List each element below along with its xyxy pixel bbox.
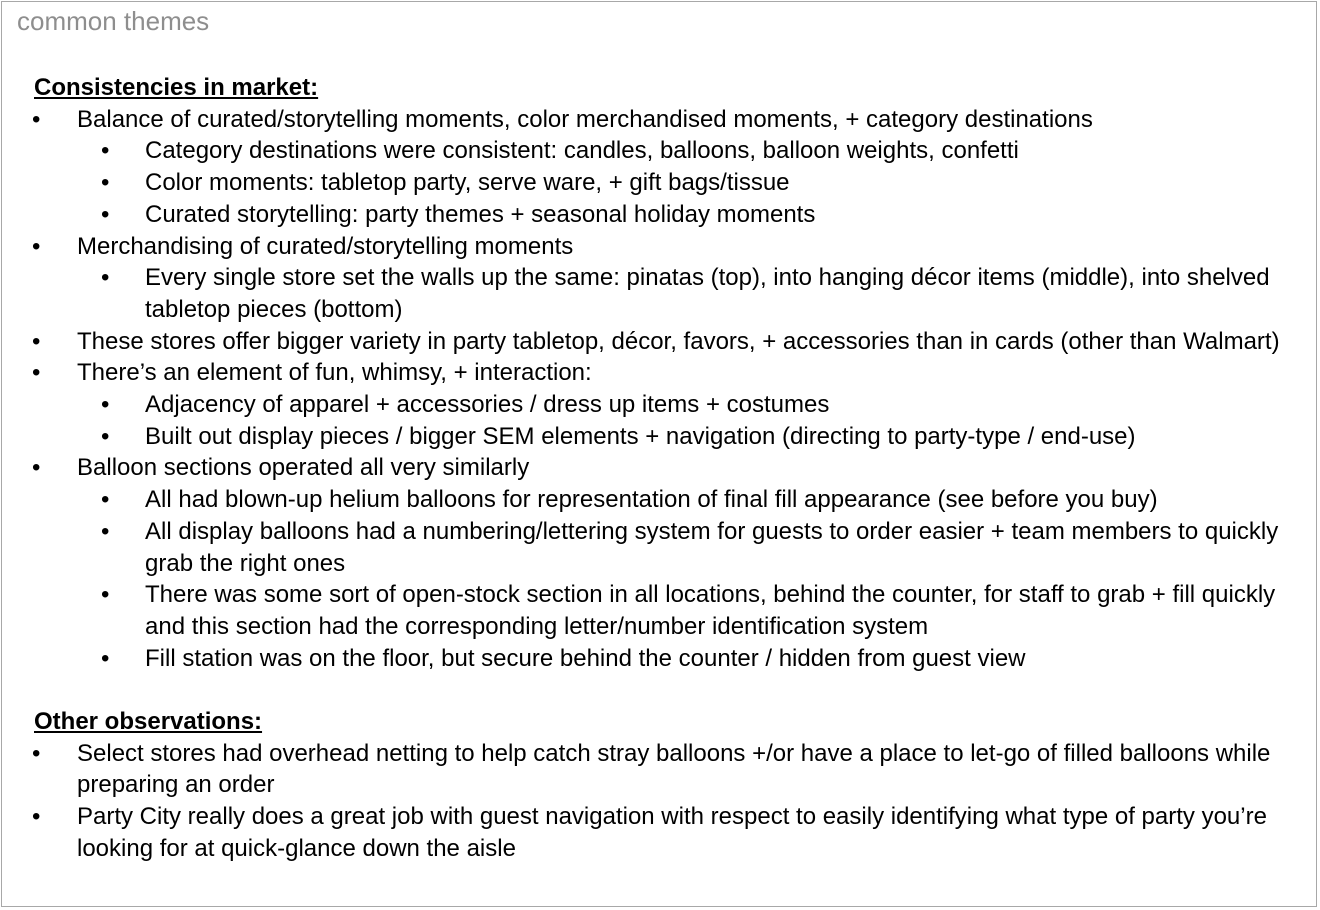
bullet-text: There was some sort of open-stock section in all locations, behind the counter, for staff to grab + fill quickly and this section had the corresponding letter/number identification system <box>145 581 1276 640</box>
bullet-icon: • <box>101 422 110 450</box>
bullet-text: Category destinations were consistent: candles, balloons, balloon weights, confetti <box>145 137 1019 165</box>
bullet-item <box>2 326 1317 358</box>
sub-bullet-item <box>2 199 1317 231</box>
bullet-icon: • <box>101 391 110 419</box>
bullet-text: There’s an element of fun, whimsy, + interaction: <box>77 359 592 387</box>
section-heading: Other observations: <box>34 708 263 736</box>
document-frame <box>1 1 1317 907</box>
bullet-item <box>2 801 1317 864</box>
sub-bullet-item <box>2 516 1317 579</box>
bullet-text: All had blown-up helium balloons for representation of final fill appearance (see before you buy) <box>145 486 1158 514</box>
bullet-icon: • <box>101 137 110 165</box>
bullet-icon: • <box>101 264 110 292</box>
bullet-text: Curated storytelling: party themes + seasonal holiday moments <box>145 200 816 228</box>
bullet-icon: • <box>32 359 41 387</box>
bullet-text: Color moments: tabletop party, serve ware, + gift bags/tissue <box>145 169 790 197</box>
section-gap <box>2 674 1317 706</box>
bullet-text: Party City really does a great job with guest navigation with respect to easily identifying what type of party you’re looking for at quick-glance down the aisle <box>77 803 1267 862</box>
bullet-icon: • <box>32 105 41 133</box>
bullet-icon: • <box>101 517 110 545</box>
bullet-item <box>2 357 1317 389</box>
bullet-icon: • <box>32 327 41 355</box>
bullet-text: Every single store set the walls up the same: pinatas (top), into hanging décor items (middle), into shelved tabletop pieces (bottom) <box>145 264 1270 323</box>
bullet-icon: • <box>32 454 41 482</box>
bullet-text: Adjacency of apparel + accessories / dress up items + costumes <box>145 391 830 419</box>
sub-bullet-item <box>2 135 1317 167</box>
bullet-text: Built out display pieces / bigger SEM elements + navigation (directing to party-type / end-use) <box>145 422 1136 450</box>
bullet-text: These stores offer bigger variety in party tabletop, décor, favors, + accessories than in cards (other than Walmart) <box>77 327 1280 355</box>
bullet-icon: • <box>32 739 41 767</box>
bullet-icon: • <box>101 486 110 514</box>
bullet-text: Select stores had overhead netting to help catch stray balloons +/or have a place to let-go of filled balloons while preparing an order <box>77 739 1271 799</box>
bullet-icon: • <box>32 803 41 831</box>
bullet-item <box>2 231 1317 263</box>
section-heading: Consistencies in market: <box>34 74 319 101</box>
document-body <box>2 72 1317 865</box>
sub-bullet-item <box>2 579 1317 642</box>
sub-bullet-item <box>2 643 1317 675</box>
bullet-item <box>2 104 1317 136</box>
bullet-icon: • <box>101 644 110 672</box>
sub-bullet-item <box>2 167 1317 199</box>
sub-bullet-item <box>2 262 1317 325</box>
bullet-text: Balloon sections operated all very similarly <box>77 454 530 482</box>
bullet-text: Balance of curated/storytelling moments, color merchandised moments, + category destinations <box>77 105 1093 133</box>
bullet-text: Fill station was on the floor, but secure behind the counter / hidden from guest view <box>145 644 1026 672</box>
sub-bullet-item <box>2 421 1317 453</box>
bullet-text: Merchandising of curated/storytelling moments <box>77 232 574 260</box>
bullet-icon: • <box>101 200 110 228</box>
sub-bullet-item <box>2 484 1317 516</box>
bullet-item <box>2 738 1317 801</box>
bullet-item <box>2 452 1317 484</box>
bullet-icon: • <box>32 232 41 260</box>
page-title: common themes <box>17 6 210 36</box>
bullet-text: All display balloons had a numbering/lettering system for guests to order easier + team members to quickly grab the right ones <box>145 517 1279 577</box>
sub-bullet-item <box>2 389 1317 421</box>
bullet-icon: • <box>101 169 110 197</box>
bullet-icon: • <box>101 581 110 609</box>
